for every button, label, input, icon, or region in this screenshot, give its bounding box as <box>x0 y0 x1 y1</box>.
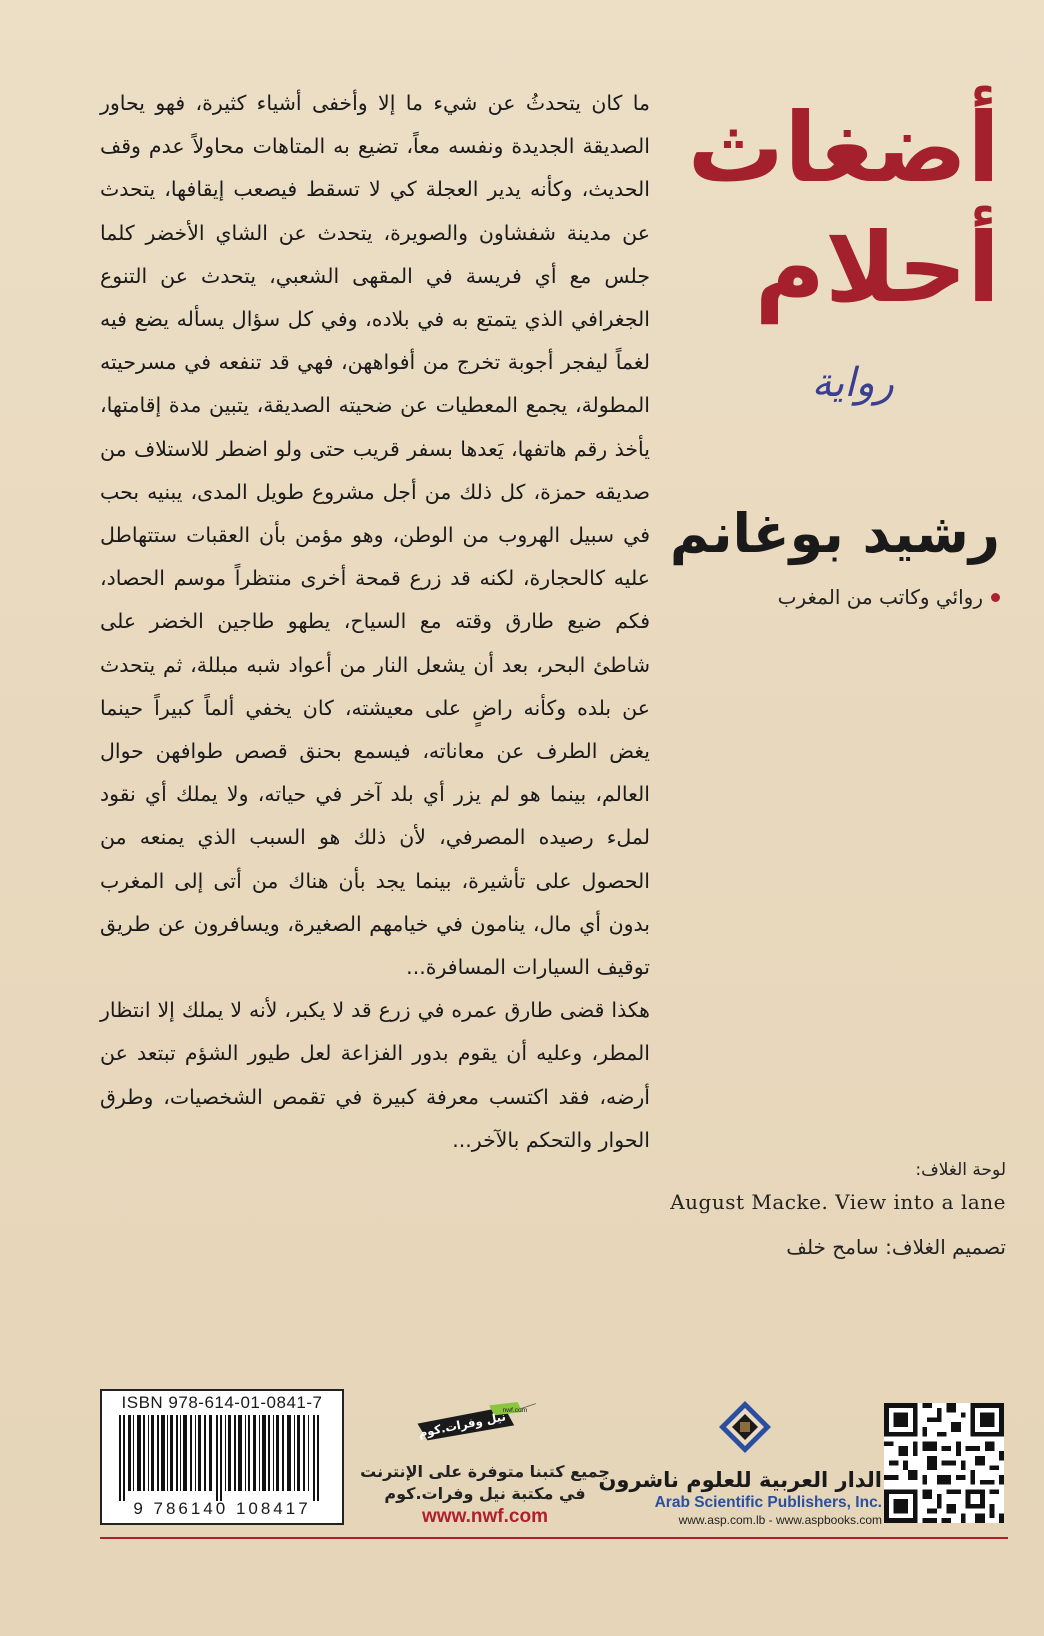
barcode-icon <box>117 1415 327 1501</box>
author-description-text: روائي وكاتب من المغرب <box>777 585 983 609</box>
cover-painting-label: لوحة الغلاف: <box>915 1160 1006 1180</box>
bullet-icon <box>991 593 1000 602</box>
cover-painting-credit: August Macke. View into a lane <box>670 1190 1006 1214</box>
author-name: رشيد بوغانم <box>669 502 1000 565</box>
title-line-1: أضغاث <box>687 92 1000 204</box>
isbn-label: ISBN 978-614-01-0841-7 <box>121 1393 323 1412</box>
nwf-line-2: في مكتبة نيل وفرات.كوم <box>384 1484 586 1503</box>
isbn-digits: 9 786140 108417 <box>133 1499 311 1518</box>
author-description <box>778 585 1000 609</box>
synopsis-paragraph-1: ما كان يتحدثُ عن شيء ما إلا وأخفى أشياء كثيرة، فهو يحاور الصديقة الجديدة ونفسه معاً، تضيع به المتاهات محاولاً عدم وقف الحديث، وكأنه يدير العجلة كي لا تسقط فيصعب إيقافها، يتحدث عن مدينة شفشاون والصويرة، يتحدث عن الشاي الأخضر كلما جلس مع أي فريسة في المقهى الشعبي، يتحدث عن التنوع الجغرافي الذي يتمتع به في بلاده، وفي كل سؤال يسأله يضع فيه لغماً ليفجر أجوبة تخرج من أفواههن، فهي قد تنفعه في مسرحيته المطولة، يجمع المعطيات عن ضحيته الصديقة، يتبين مدة إقامتها، يأخذ رقم هاتفها، يَعدها بسفر قريب حتى ولو اضطر للاستلاف من صديقه حمزة، كل ذلك من أجل مشروع طويل المدى، يبنيه بحب في سبيل الهروب من الوطن، وهو مؤمن بأن العقبات ستتهاطل عليه كالحجارة، لكنه قد زرع قمحة أخرى منتظراً موسم الحصاد، فكم ضيع طارق وقته مع السياح، يطهو طاجين الخضر على شاطئ البحر، بعد أن يشعل النار من أعواد شبه مبللة، ثم يتحدث عن بلده وكأنه راضٍ على معيشته، كان يخفي ألماً كبيراً حينما يغض الطرف عن معاناته، فيسمع بحنق قصص طوافهن حوال العالم، بينما هو لم يزر أي بلد آخر في حياته، ولا يملك أي نقود لملء رصيده المصرفي، لأن ذلك هو السبب الذي يمنعه من الحصول على تأشيرة، بينما يجد بأن هناك من أتى إلى المغرب بدون أي مال، ينامون في خيامهم الصغيرة، ويسافرون عن طريق توقيف السيارات المسافرة... <box>100 91 650 980</box>
cover-design-credit: تصميم الغلاف: سامح خلف <box>786 1235 1006 1259</box>
publisher-logo-icon <box>718 1400 772 1454</box>
publisher-arabic-name: الدار العربية للعلوم ناشرون <box>598 1468 882 1492</box>
synopsis <box>100 82 650 1162</box>
nwf-tag-small: nwf.com <box>502 1407 528 1414</box>
nwf-ad <box>360 1400 610 1530</box>
isbn-barcode <box>100 1389 344 1525</box>
nwf-tag-logo <box>400 1402 550 1442</box>
nwf-tag-main: نيل وفرات.كوم <box>417 1409 507 1441</box>
synopsis-paragraph-2: هكذا قضى طارق عمره في زرع قد لا يكبر، لأنه لا يملك إلا انتظار المطر، وعليه أن يقوم بدور الفزاعة لعل طيور الشؤم تبتعد عن أرضه، فقد اكتسب معرفة كبيرة في تقمص الشخصيات، وطرق الحوار والتحكم بالآخر... <box>100 998 650 1152</box>
genre-label: رواية <box>811 360 894 406</box>
publisher-english-name: Arab Scientific Publishers, Inc. <box>654 1494 882 1511</box>
footer-divider <box>100 1537 1008 1539</box>
qr-code-icon[interactable] <box>884 1403 1004 1523</box>
publisher-websites[interactable]: www.asp.com.lb - www.aspbooks.com <box>678 1513 882 1527</box>
nwf-line-1: جميع كتبنا متوفرة على الإنترنت <box>360 1462 610 1481</box>
publisher-block <box>598 1400 882 1530</box>
book-title <box>670 88 1000 328</box>
title-line-2: أحلام <box>754 212 1000 324</box>
nwf-url-link[interactable]: www.nwf.com <box>422 1506 548 1527</box>
